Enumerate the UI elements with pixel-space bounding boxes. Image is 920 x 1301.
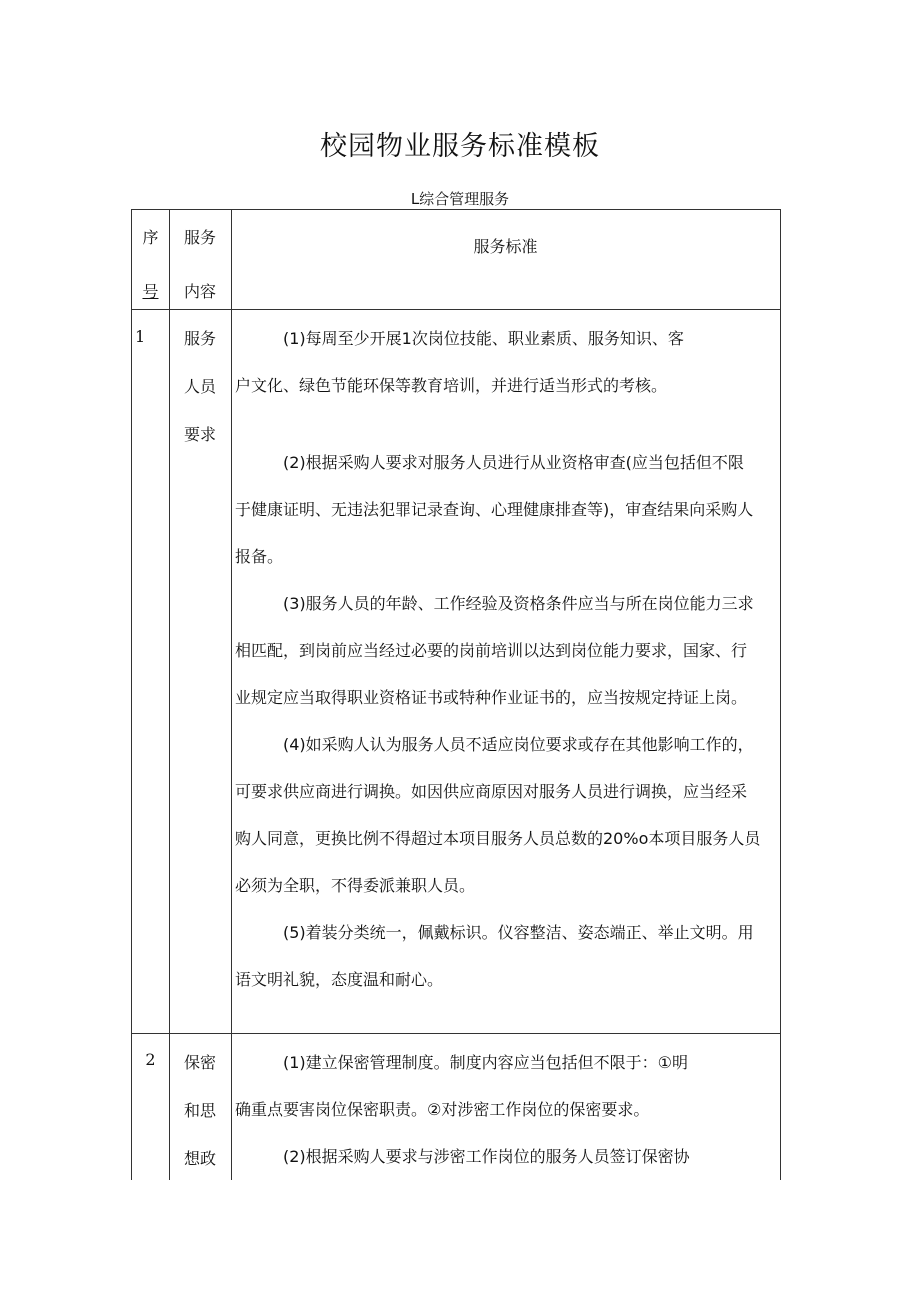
- content-line: 人员: [183, 377, 216, 396]
- standard-line: [235, 409, 760, 439]
- standard-line: 业规定应当取得职业资格证书或特种作业证书的，应当按规定持证上岗。: [235, 688, 748, 707]
- service-standard-table: [131, 209, 781, 1180]
- standard-line: 报备。: [235, 547, 284, 566]
- header-seq: [132, 226, 169, 304]
- standard-line: (4)如采购人认为服务人员不适应岗位要求或存在其他影响工作的，: [283, 735, 754, 754]
- row-divider: [132, 1033, 780, 1034]
- content-line: 保密: [183, 1053, 216, 1072]
- standard-line: (3)服务人员的年龄、工作经验及资格条件应当与所在岗位能力三求: [283, 594, 754, 613]
- content-line: 要求: [183, 425, 216, 444]
- standard-line: 必须为全职，不得委派兼职人员。: [235, 876, 476, 895]
- row-content: [169, 324, 231, 450]
- header-content-top: 服务: [183, 228, 216, 247]
- header-seq-top: 序: [142, 228, 159, 247]
- standard-line: 确重点要害岗位保密职责。②对涉密工作岗位的保密要求。: [235, 1100, 650, 1119]
- standard-line: 相匹配，到岗前应当经过必要的岗前培训以达到岗位能力要求，国家、行: [235, 641, 748, 660]
- standard-line: 语文明礼貌，态度温和耐心。: [235, 970, 444, 989]
- row-divider: [132, 309, 780, 310]
- content-line: 服务: [183, 329, 216, 348]
- header-standard: 服务标准: [473, 237, 538, 256]
- standard-line: (1)建立保密管理制度。制度内容应当包括但不限于：①明: [283, 1053, 689, 1072]
- standard-line: (2)根据采购人要求对服务人员进行从业资格审查(应当包括但不限: [283, 453, 744, 472]
- standard-line: (2)根据采购人要求与涉密工作岗位的服务人员签订保密协: [283, 1147, 690, 1166]
- header-content: [169, 226, 231, 304]
- standard-line: 购人同意，更换比例不得超过本项目服务人员总数的20%o本项目服务人员: [235, 829, 761, 848]
- row-number: 2: [145, 1050, 156, 1069]
- header-seq-bottom: 号: [142, 282, 159, 301]
- standard-line: (1)每周至少开展1次岗位技能、职业素质、服务知识、客: [283, 329, 684, 348]
- page-title: 校园物业服务标准模板: [320, 131, 600, 162]
- row-content: [169, 1048, 231, 1174]
- column-divider: [231, 210, 232, 1180]
- standard-line: 可要求供应商进行调换。如因供应商原因对服务人员进行调换，应当经采: [235, 782, 748, 801]
- row-number: 1: [135, 327, 146, 346]
- row-standard: [235, 315, 760, 1003]
- content-line: 和思: [183, 1101, 216, 1120]
- header-content-bottom: 内容: [183, 282, 216, 301]
- row-standard: [235, 1039, 690, 1180]
- section-heading: L综合管理服务: [410, 190, 510, 208]
- standard-line: (5)着装分类统一，佩戴标识。仪容整洁、姿态端正、举止文明。用: [283, 923, 754, 942]
- standard-line: 户文化、绿色节能环保等教育培训，并进行适当形式的考核。: [235, 376, 668, 395]
- standard-line: 于健康证明、无违法犯罪记录查询、心理健康排查等)，审查结果向采购人: [235, 500, 754, 519]
- content-line: 想政: [183, 1149, 216, 1168]
